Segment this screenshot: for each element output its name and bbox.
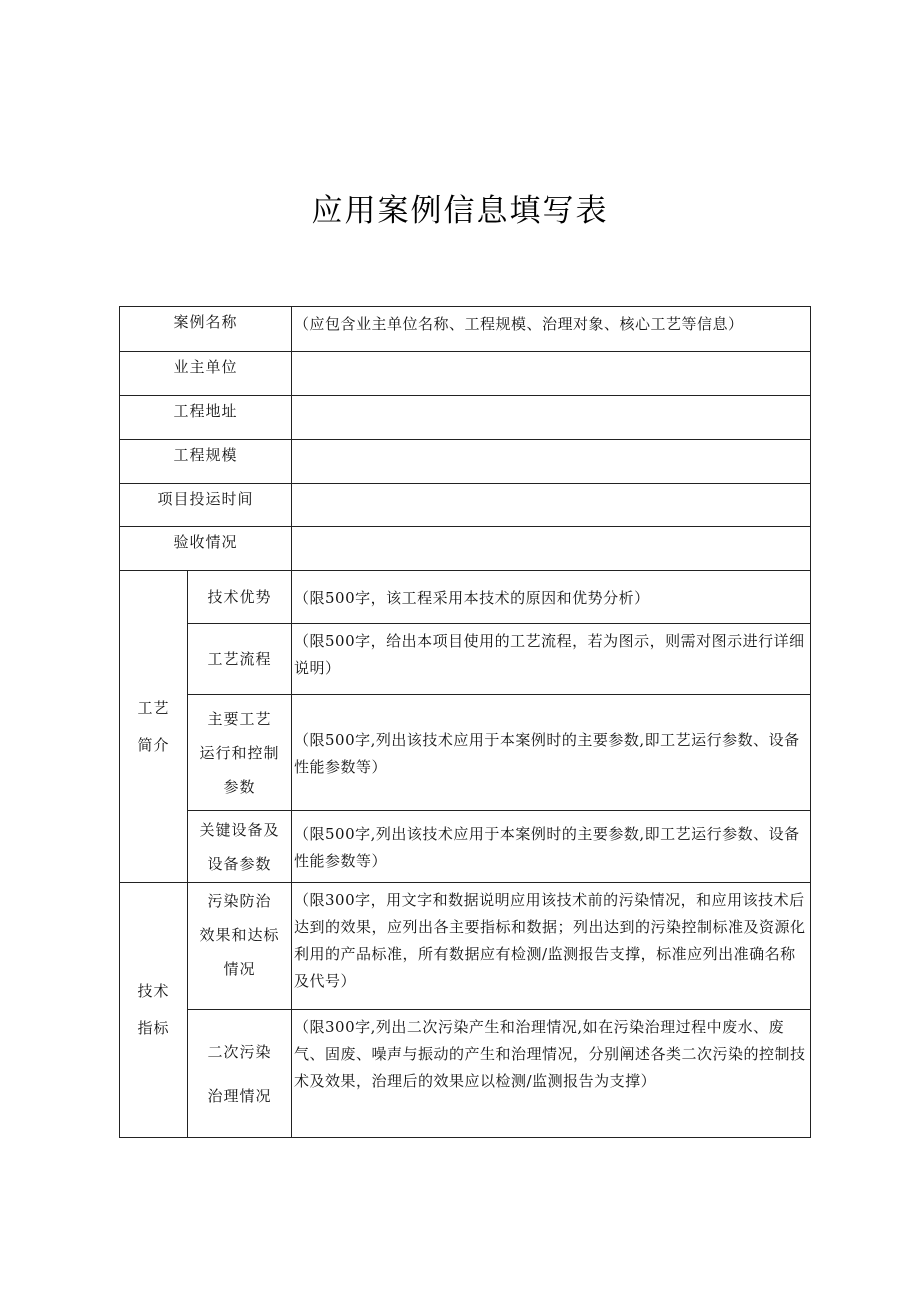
tech-group-line: 技术 — [137, 982, 170, 1000]
tech-group-label — [120, 883, 188, 1138]
main-params-label — [188, 695, 292, 811]
form-row-tech-advantage — [120, 571, 811, 624]
process-flow-field[interactable]: （限500字，给出本项目使用的工艺流程，若为图示，则需对图示进行详细说明） — [292, 624, 811, 695]
secondary-pollution-field[interactable]: （限300字,列出二次污染产生和治理情况,如在污染治理过程中废水、废气、固废、噪声与振动的产生和治理情况，分别阐述各类二次污染的控制技术及效果，治理后的效果应以检测/监测报告为支撑） — [292, 1010, 811, 1138]
process-flow-label — [188, 624, 292, 695]
process-group-line: 简介 — [137, 735, 170, 754]
key-equipment-field[interactable]: （限500字,列出该技术应用于本案例时的主要参数,即工艺运行参数、设备性能参数等） — [292, 811, 811, 883]
form-row-secondary-pollution — [120, 1010, 811, 1138]
label-line: 污染防治 — [207, 892, 272, 910]
tech-advantage-label — [188, 571, 292, 624]
form-row-process-flow — [120, 624, 811, 695]
key-equipment-label — [188, 811, 292, 883]
secondary-pollution-label — [188, 1010, 292, 1138]
commissioning-field[interactable] — [292, 484, 811, 527]
label-line: 二次污染 — [207, 1042, 272, 1061]
commissioning-label: 项目投运时间 — [120, 484, 292, 527]
label-line: 设备参数 — [207, 854, 272, 873]
label-line: 关键设备及 — [199, 820, 280, 839]
label-line: 效果和达标 — [199, 926, 280, 944]
tech-advantage-field[interactable]: （限500字，该工程采用本技术的原因和优势分析） — [292, 571, 811, 624]
form-row-owner — [120, 352, 811, 396]
label-line: 主要工艺 — [207, 709, 272, 728]
acceptance-field[interactable] — [292, 527, 811, 571]
form-row-pollution-control — [120, 883, 811, 1010]
address-field[interactable] — [292, 396, 811, 440]
scale-label: 工程规模 — [120, 440, 292, 484]
pollution-control-field[interactable]: （限300字，用文字和数据说明应用该技术前的污染情况，和应用该技术后达到的效果，应列出各主要指标和数据；列出达到的污染控制标准及资源化利用的产品标准，所有数据应有检测/监测报告支撑，标准应列出准确名称及代号） — [292, 883, 811, 1010]
process-group-label — [120, 571, 188, 883]
owner-field[interactable] — [292, 352, 811, 396]
form-row-case-name — [120, 307, 811, 352]
form-row-scale — [120, 440, 811, 484]
form-row-commissioning — [120, 484, 811, 527]
main-params-field[interactable]: （限500字,列出该技术应用于本案例时的主要参数,即工艺运行参数、设备性能参数等） — [292, 695, 811, 811]
owner-label: 业主单位 — [120, 352, 292, 396]
case-name-field[interactable]: （应包含业主单位名称、工程规模、治理对象、核心工艺等信息） — [292, 307, 811, 352]
label-line: 技术优势 — [207, 588, 272, 606]
pollution-control-label — [188, 883, 292, 1010]
tech-group-line: 指标 — [137, 1019, 170, 1037]
case-name-label: 案例名称 — [120, 307, 292, 352]
address-label: 工程地址 — [120, 396, 292, 440]
acceptance-label: 验收情况 — [120, 527, 292, 571]
form-row-acceptance — [120, 527, 811, 571]
scale-field[interactable] — [292, 440, 811, 484]
page-title: 应用案例信息填写表 — [311, 193, 609, 229]
label-line: 工艺流程 — [207, 650, 272, 668]
label-line: 运行和控制 — [199, 743, 280, 762]
label-line: 参数 — [223, 777, 256, 796]
process-group-line: 工艺 — [137, 698, 170, 717]
form-row-address — [120, 396, 811, 440]
form-row-main-params — [120, 695, 811, 811]
case-info-form — [119, 306, 811, 1138]
label-line: 治理情况 — [207, 1086, 272, 1105]
form-row-key-equipment — [120, 811, 811, 883]
label-line: 情况 — [223, 960, 256, 978]
